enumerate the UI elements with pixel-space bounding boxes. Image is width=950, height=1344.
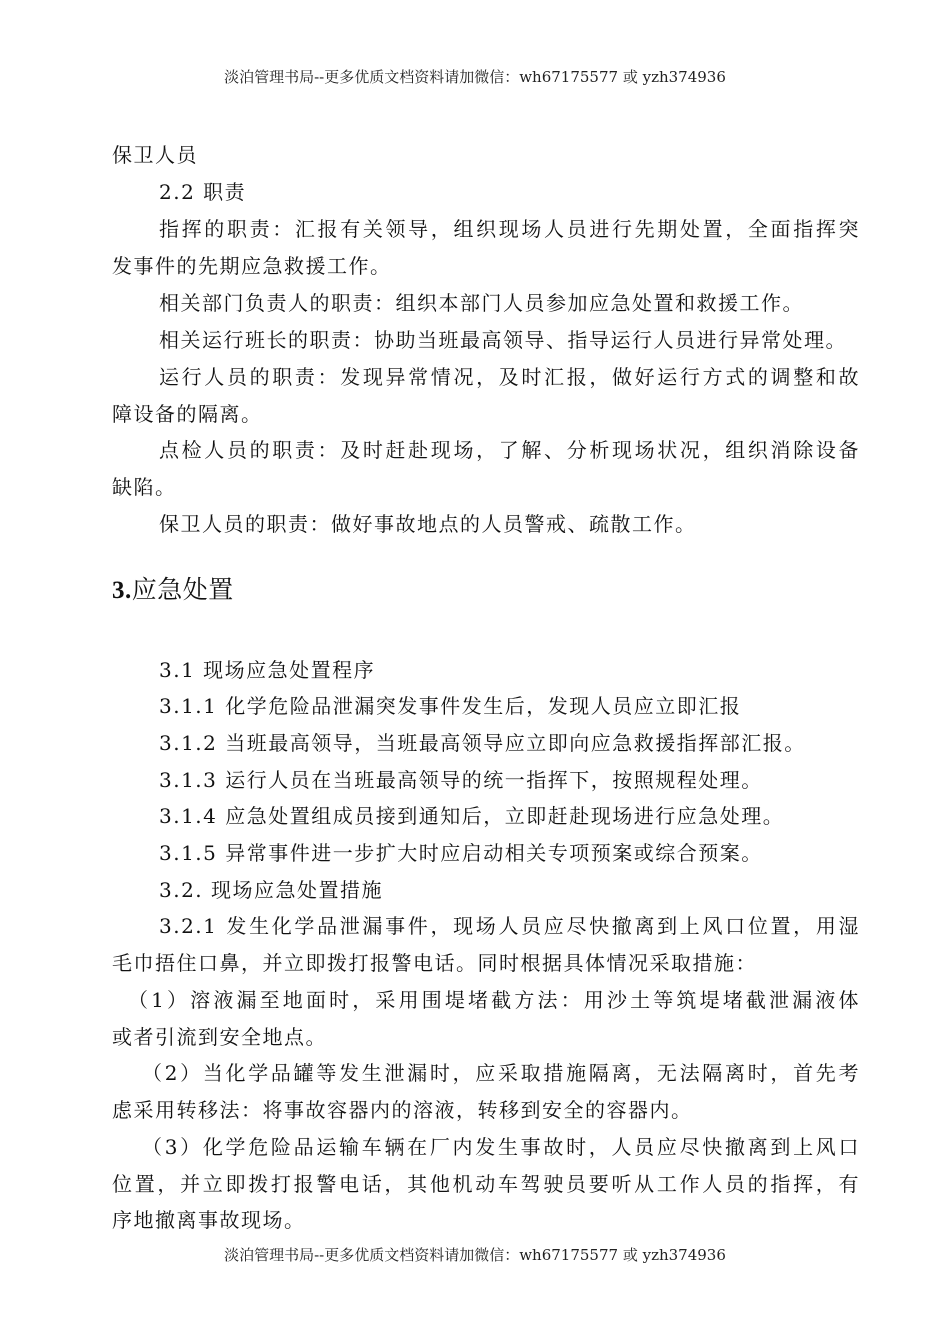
paragraph-line: 或者引流到安全地点。 [112,1025,327,1049]
paragraph-line: 发事件的先期应急救援工作。 [112,254,392,278]
page-footer: 淡泊管理书局--更多优质文档资料请加微信：wh67175577 或 yzh374936 [224,1246,726,1264]
section-number: 3. [112,577,132,604]
paragraph-line: 保卫人员 [112,143,198,167]
paragraph-line: 指挥的职责：汇报有关领导，组织现场人员进行先期处置，全面指挥突 [159,217,860,241]
paragraph-line: 保卫人员的职责：做好事故地点的人员警戒、疏散工作。 [159,512,697,536]
paragraph-line: 障设备的隔离。 [112,402,263,426]
paragraph-line: （1）溶液漏至地面时，采用围堤堵截方法：用沙土等筑堤堵截泄漏液体 [128,988,860,1012]
paragraph-line: 3.2.1 发生化学品泄漏事件，现场人员应尽快撤离到上风口位置，用湿 [159,914,860,938]
paragraph-line: 相关运行班长的职责：协助当班最高领导、指导运行人员进行异常处理。 [159,328,847,352]
subsection-heading-3-1: 3.1 现场应急处置程序 [159,658,376,682]
paragraph-line: 3.1.2 当班最高领导，当班最高领导应立即向应急救援指挥部汇报。 [159,731,806,755]
paragraph-line: 3.1.1 化学危险品泄漏突发事件发生后，发现人员应立即汇报 [159,694,742,718]
paragraph-line: 虑采用转移法：将事故容器内的溶液，转移到安全的容器内。 [112,1098,693,1122]
paragraph-line: （3）化学危险品运输车辆在厂内发生事故时，人员应尽快撤离到上风口 [142,1135,860,1159]
paragraph-line: 3.1.5 异常事件进一步扩大时应启动相关专项预案或综合预案。 [159,841,763,865]
section-title: 应急处置 [131,575,234,604]
section-heading-3 [112,570,234,606]
paragraph-line: 相关部门负责人的职责：组织本部门人员参加应急处置和救援工作。 [159,291,804,315]
paragraph-line: 运行人员的职责：发现异常情况，及时汇报，做好运行方式的调整和故 [159,365,860,389]
paragraph-line: 序地撤离事故现场。 [112,1208,306,1232]
paragraph-line: 缺陷。 [112,475,177,499]
paragraph-line: 位置，并立即拨打报警电话，其他机动车驾驶员要听从工作人员的指挥，有 [112,1172,860,1196]
paragraph-line: （2）当化学品罐等发生泄漏时，应采取措施隔离，无法隔离时，首先考 [142,1061,860,1085]
page-header: 淡泊管理书局--更多优质文档资料请加微信：wh67175577 或 yzh374936 [224,68,726,86]
section-heading-2-2: 2.2 职责 [159,180,247,204]
paragraph-line: 毛巾捂住口鼻，并立即拨打报警电话。同时根据具体情况采取措施： [112,951,757,975]
paragraph-line: 点检人员的职责：及时赶赴现场，了解、分析现场状况，组织消除设备 [159,438,860,462]
paragraph-line: 3.1.4 应急处置组成员接到通知后，立即赶赴现场进行应急处理。 [159,804,785,828]
paragraph-line: 3.1.3 运行人员在当班最高领导的统一指挥下，按照规程处理。 [159,768,763,792]
subsection-heading-3-2: 3.2. 现场应急处置措施 [159,878,384,902]
